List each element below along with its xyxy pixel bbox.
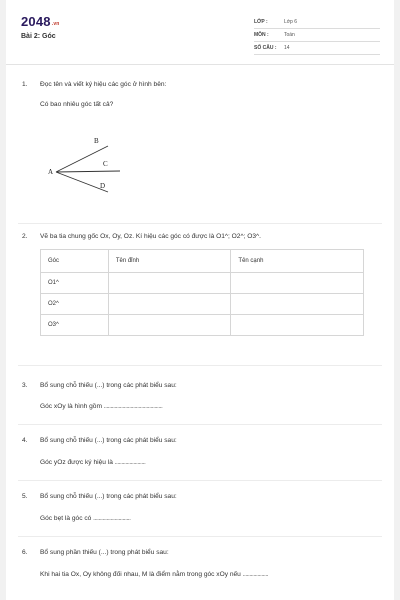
column-header-angle: Góc [41,250,109,273]
question-number: 3. [22,382,28,389]
angle-figure [42,132,132,204]
angle-table [40,249,364,336]
question-text: Bổ sung chỗ thiếu (...) trong các phát biểu sau: [40,437,177,444]
prompt-text: Góc xOy là hình gồm [40,403,102,410]
question-number: 5. [22,493,28,500]
meta-subject-value: Toán [284,32,295,38]
question-number: 2. [22,233,28,240]
table-row [41,294,364,315]
angle-cell: O3^ [41,315,109,336]
point-a-label: A [48,168,54,176]
column-header-vertex: Tên đỉnh [108,250,231,273]
prompt-text: Góc bẹt là góc có [40,515,92,522]
question-5-prompt [40,515,130,522]
question-4-prompt [40,459,145,466]
table-row [41,273,364,294]
column-header-sides: Tên cạnh [231,250,364,273]
table-header-row [41,250,364,273]
worksheet-page [6,0,394,600]
vertex-answer-cell[interactable] [108,273,231,294]
lesson-title: Bài 2: Góc [21,33,56,40]
meta-subject-row [254,29,380,42]
answer-blank[interactable]: ............................ [93,515,131,522]
point-c-label: C [103,160,108,168]
meta-count-label: SỐ CÂU : [254,45,277,51]
angle-cell: O2^ [41,294,109,315]
meta-class-label: LỚP : [254,19,268,25]
divider [18,365,382,366]
logo-suffix: .vn [51,21,60,27]
meta-count-value: 14 [284,45,290,51]
ray-ab [56,146,108,172]
question-6-prompt [40,571,268,578]
question-text: Đọc tên và viết ký hiệu các góc ở hình bên: [40,81,167,88]
angle-figure-svg [42,132,132,204]
prompt-text: Khi hai tia Ox, Oy không đối nhau, M là điểm nằm trong góc xOy nếu [40,571,241,578]
prompt-text: Góc yOz được ký hiệu là [40,459,113,466]
worksheet-header [6,0,394,65]
logo-text: 2048 [21,14,51,29]
question-text: Bổ sung chỗ thiếu (...) trong các phát biểu sau: [40,493,177,500]
point-b-label: B [94,137,99,145]
answer-blank[interactable]: ............................................ [103,403,163,410]
question-text: Bổ sung chỗ thiếu (...) trong các phát biểu sau: [40,382,177,389]
point-d-label: D [100,182,106,190]
question-1-subtext: Có bao nhiêu góc tất cả? [40,101,114,108]
question-number: 4. [22,437,28,444]
question-3-prompt [40,403,162,410]
meta-class-value: Lớp 6 [284,19,298,25]
sides-answer-cell[interactable] [231,294,364,315]
ray-ac [56,171,120,172]
question-text: Bổ sung phần thiếu (...) trong phát biểu sau: [40,549,169,556]
divider [18,480,382,481]
divider [18,536,382,537]
angle-cell: O1^ [41,273,109,294]
divider [18,424,382,425]
sides-answer-cell[interactable] [231,315,364,336]
divider [18,223,382,224]
vertex-answer-cell[interactable] [108,294,231,315]
question-number: 1. [22,81,28,88]
question-text: Vẽ ba tia chung gốc Ox, Oy, Oz. Kí hiệu các góc có được là O1^; O2^; O3^. [40,233,261,240]
meta-class-row [254,16,380,29]
sides-answer-cell[interactable] [231,273,364,294]
answer-blank[interactable]: ................... [242,571,269,578]
question-number: 6. [22,549,28,556]
site-logo[interactable] [21,14,60,29]
table-row [41,315,364,336]
meta-count-row [254,42,380,55]
meta-subject-label: MÔN : [254,32,269,38]
vertex-answer-cell[interactable] [108,315,231,336]
answer-blank[interactable]: ....................... [114,459,146,466]
